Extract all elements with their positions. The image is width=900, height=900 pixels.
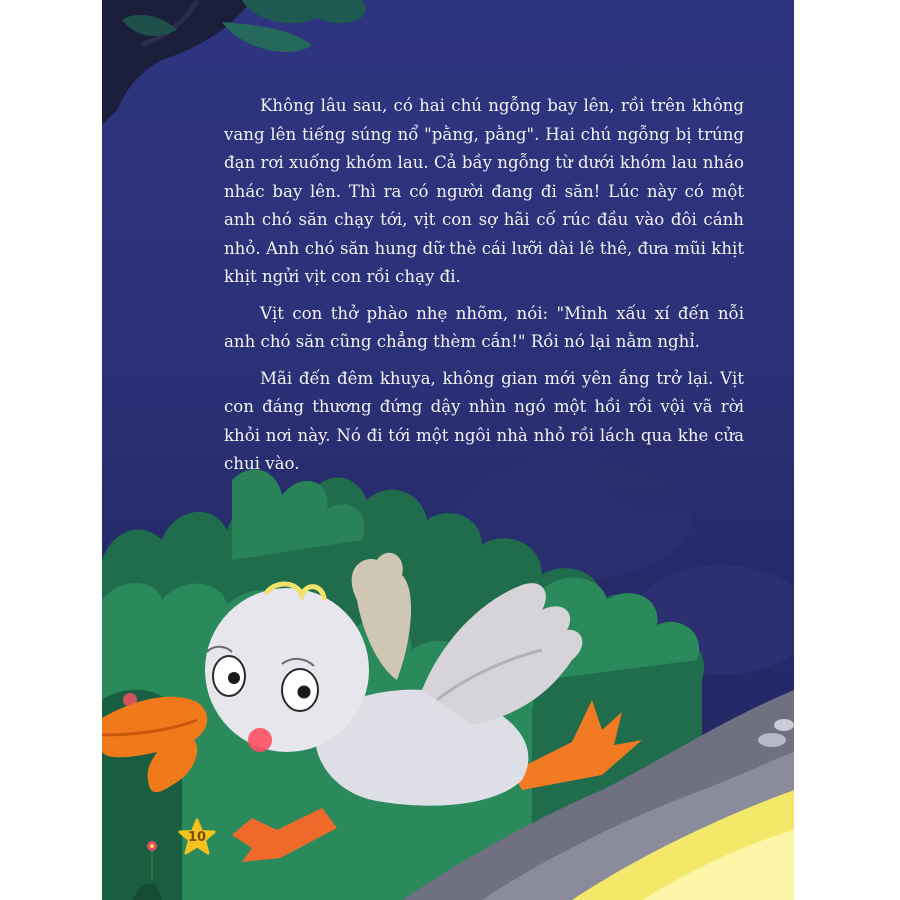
story-paragraph: Mãi đến đêm khuya, không gian mới yên ắng trở lại. Vịt con đáng thương đứng dậy nhìn ngó một hồi rồi vội vã rời khỏi nơi này. Nó đi tới một ngôi nhà nhỏ rồi lách qua khe cửa chui vào. — [224, 368, 744, 473]
page-number: 10 — [187, 829, 207, 845]
page-number-badge — [178, 818, 216, 856]
story-paragraph: Không lâu sau, có hai chú ngỗng bay lên, rồi trên không vang lên tiếng súng nổ "pằng, pằng". Hai chú ngỗng bị trúng đạn rơi xuống khóm lau. Cả bầy ngỗng từ dưới khóm lau nháo nhác bay lên. Thì ra có người đang đi săn! Lúc này có một anh chó săn chạy tới, vịt con sợ hãi cố rúc đầu vào đôi cánh nhỏ. Anh chó săn hung dữ thè cái lưỡi dài lê thê, đưa mũi khịt khịt ngửi vịt con rồi chạy đi. — [224, 96, 744, 286]
book-page — [102, 0, 794, 900]
story-paragraph: Vịt con thở phào nhẹ nhõm, nói: "Mình xấu xí đến nỗi anh chó săn cũng chẳng thèm cắn!" Rồi nó lại nằm nghỉ. — [224, 303, 744, 351]
story-text — [224, 92, 744, 487]
